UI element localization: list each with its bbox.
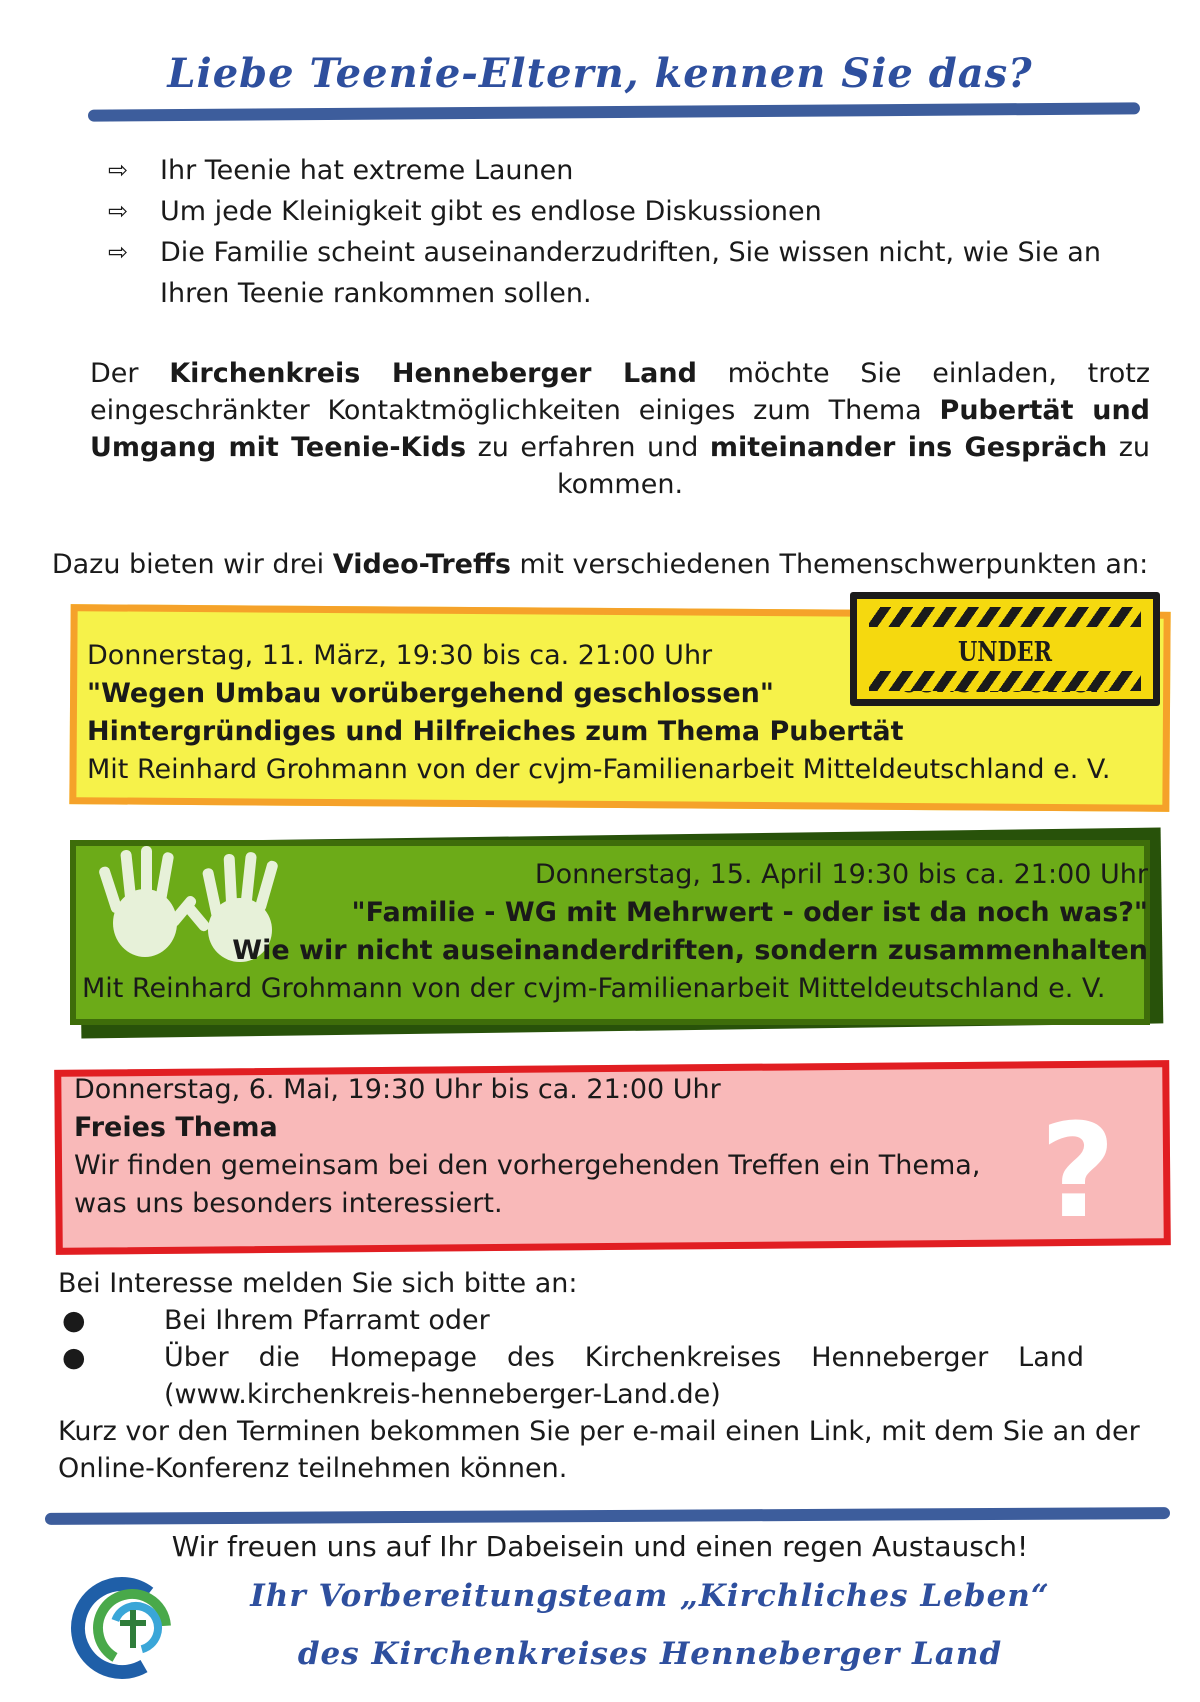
event-date: Donnerstag, 15. April 19:30 bis ca. 21:00 Uhr [534,859,1148,890]
footer-signature: Ihr Vorbereitungsteam „Kirchliches Leben“ des Kirchenkreises Henneberger Land [250,1578,1050,1672]
offer-line: Dazu bieten wir drei Video-Treffs mit verschiedenen Themenschwerpunkten an: [51,549,1149,580]
event-title: "Familie - WG mit Mehrwert - oder ist da noch was?" [351,897,1148,928]
intro-paragraph: Der Kirchenkreis Henneberger Land möchte Sie einladen, trotz eingeschränkter Kontaktmöglichkeiten einiges zum Thema Pubertät und Umgang mit Teenie-Kids zu erfahren und miteinander ins Gespräch zu kommen. [90,358,1150,500]
list-item: ⇨ Die Familie scheint auseinanderzudriften, Sie wissen nicht, wie Sie an Ihren Teenie rankommen sollen. [108,232,1148,314]
list-item: ● Über die Homepage des Kirchenkreises Henneberger Land (www.kirchenkreis-henneberger-Land.de) [58,1339,1148,1413]
bullet-icon: ● [62,1305,86,1336]
contact-heading: Bei Interesse melden Sie sich bitte an: [58,1268,578,1299]
event-speaker: Mit Reinhard Grohmann von der cvjm-Familienarbeit Mitteldeutschland e. V. [87,754,1111,785]
under-construction-sign: UNDER [850,592,1160,706]
contact-note: Kurz vor den Terminen bekommen Sie per e-mail einen Link, mit dem Sie an der Online-Konferenz teilnehmen können. [58,1416,1140,1484]
event-title: Freies Thema [74,1112,278,1143]
list-item: ⇨ Ihr Teenie hat extreme Launen [108,150,1148,191]
event-description: was uns besonders interessiert. [74,1188,503,1219]
footer-rule [45,1507,1170,1525]
arrow-right-icon: ⇨ [108,156,129,184]
question-mark-icon: ? [1040,1095,1116,1247]
title-underline [88,102,1140,121]
arrow-right-icon: ⇨ [108,197,129,225]
event-date: Donnerstag, 6. Mai, 19:30 Uhr bis ca. 21:00 Uhr [74,1074,721,1105]
event-subtitle: Hintergründiges und Hilfreiches zum Thema Pubertät [87,716,904,747]
event-description: Wir finden gemeinsam bei den vorhergehenden Treffen ein Thema, [74,1150,981,1181]
bullet-icon: ● [62,1342,86,1373]
arrow-right-icon: ⇨ [108,238,129,266]
event-date: Donnerstag, 11. März, 19:30 bis ca. 21:00 Uhr [87,640,713,671]
intro-bullet-list [108,150,1148,314]
list-item: ⇨ Um jede Kleinigkeit gibt es endlose Diskussionen [108,191,1148,232]
list-item: ● Bei Ihrem Pfarramt oder [58,1302,1148,1339]
page-title: Liebe Teenie-Eltern, kennen Sie das? [167,50,1033,97]
contact-section [58,1265,1148,1487]
event-title: "Wegen Umbau vorübergehend geschlossen" [87,678,774,709]
event-subtitle: Wie wir nicht auseinanderdriften, sondern zusammenhalten [232,935,1148,966]
event-speaker: Mit Reinhard Grohmann von der cvjm-Familienarbeit Mitteldeutschland e. V. [82,973,1106,1004]
footer-greeting: Wir freuen uns auf Ihr Dabeisein und einen regen Austausch! [171,1530,1029,1563]
church-district-logo [70,1570,188,1688]
